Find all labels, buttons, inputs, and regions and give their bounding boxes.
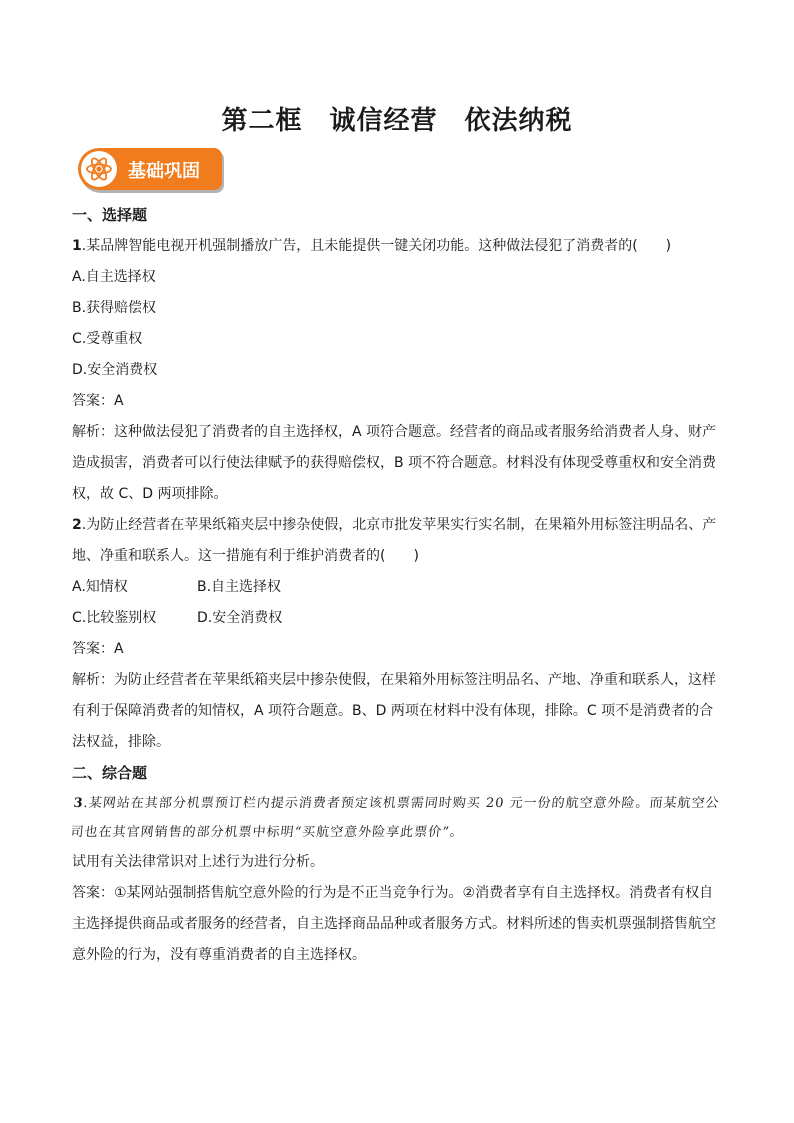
atom-icon [81, 151, 117, 187]
question-3-material: 3.某网站在其部分机票预订栏内提示消费者预定该机票需同时购买 20 元一份的航空意外险。而某航空公司也在其官网销售的部分机票中标明“买航空意外险享此票价”。 [69, 796, 721, 840]
document-body [69, 200, 722, 971]
question-number: 3 [72, 796, 85, 811]
q2-option-d: D.安全消费权 [197, 610, 283, 626]
section-badge [78, 148, 222, 190]
page-title: 第二框 诚信经营 依法纳税 [221, 106, 573, 136]
q2-options-row-2 [72, 603, 722, 634]
q1-analysis: 解析：这种做法侵犯了消费者的自主选择权，A 项符合题意。经营者的商品或者服务给消费者人身、财产造成损害，消费者可以行使法律赋予的获得赔偿权，B 项不符合题意。材料没有体现受尊重权和安全消费权，故 C、D 两项排除。 [72, 424, 717, 502]
question-number: 2 [72, 517, 82, 533]
q2-option-c: C.比较鉴别权 [72, 610, 157, 626]
section-heading-choice: 一、选择题 [72, 206, 148, 224]
q2-answer: 答案：A [72, 641, 124, 657]
q2-option-b: B.自主选择权 [197, 579, 282, 595]
q3-question: 试用有关法律常识对上述行为进行分析。 [72, 854, 324, 870]
q1-option-c: C.受尊重权 [72, 331, 143, 347]
q1-option-d: D.安全消费权 [72, 362, 158, 378]
section-heading-comprehensive: 二、综合题 [72, 764, 148, 782]
q2-analysis: 解析：为防止经营者在苹果纸箱夹层中掺杂使假，在果箱外用标签注明品名、产地、净重和联系人，这样有利于保障消费者的知情权，A 项符合题意。B、D 两项在材料中没有体现，排除。C 项不是消费者的合法权益，排除。 [72, 672, 716, 750]
question-number: 1 [72, 238, 82, 254]
q1-option-a: A.自主选择权 [72, 269, 156, 285]
q3-answer: 答案：①某网站强制搭售航空意外险的行为是不正当竞争行为。②消费者享有自主选择权。消费者有权自主选择提供商品或者服务的经营者，自主选择商品品种或者服务方式。材料所述的售卖机票强制搭售航空意外险的行为，没有尊重消费者的自主选择权。 [72, 885, 716, 963]
question-2-stem: 2.为防止经营者在苹果纸箱夹层中掺杂使假，北京市批发苹果实行实名制，在果箱外用标签注明品名、产地、净重和联系人。这一措施有利于维护消费者的( ) [72, 517, 717, 564]
question-1-stem: 1.某品牌智能电视开机强制播放广告，且未能提供一键关闭功能。这种做法侵犯了消费者的( ) [72, 238, 672, 254]
q2-options-row-1 [72, 572, 722, 603]
q1-answer: 答案：A [72, 393, 124, 409]
q2-option-a: A.知情权 [72, 579, 128, 595]
q1-option-b: B.获得赔偿权 [72, 300, 157, 316]
badge-label: 基础巩固 [128, 161, 200, 182]
